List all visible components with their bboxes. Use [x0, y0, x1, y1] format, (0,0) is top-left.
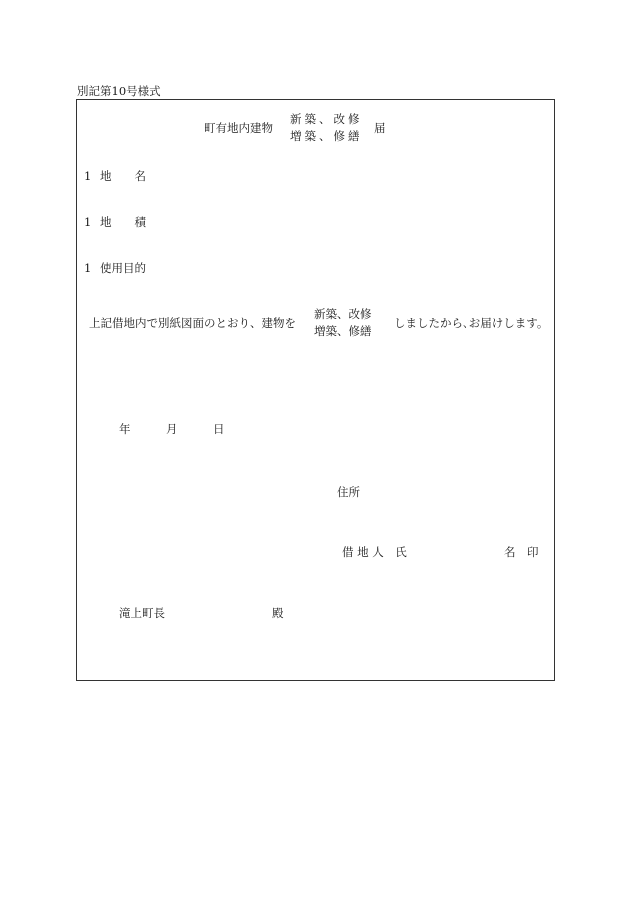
title-option-extend-mend: 増築、修繕 [290, 128, 363, 143]
form-number: 別記第10号様式 [77, 84, 161, 98]
address-label: 住所 [337, 485, 360, 499]
notification-form [76, 99, 555, 681]
title-prefix: 町有地内建物 [204, 121, 273, 135]
item-land-name-label: 地 名 [100, 169, 146, 183]
honorific-label: 殿 [272, 606, 284, 620]
tenant-label: 借 地 人 氏 [342, 545, 407, 559]
title-suffix: 届 [374, 121, 386, 135]
title-option-new-repair: 新築、改修 [290, 112, 363, 126]
item-number: 1 [84, 215, 92, 229]
date-month-label: 月 [166, 422, 178, 436]
item-purpose-label: 使用目的 [100, 261, 146, 275]
date-day-label: 日 [213, 422, 225, 436]
body-options [314, 309, 372, 337]
seal-label: 印 [527, 545, 539, 559]
date-year-label: 年 [119, 422, 131, 436]
recipient-label: 滝上町長 [119, 606, 165, 620]
title-options [290, 114, 363, 142]
body-suffix: しましたから､お届けします。 [394, 316, 549, 330]
item-number: 1 [84, 261, 92, 275]
body-option-new-repair: 新築、改修 [314, 307, 372, 321]
body-option-extend-mend: 増築、修繕 [314, 323, 372, 338]
name-label: 名 [504, 545, 516, 559]
item-number: 1 [84, 169, 92, 183]
item-land-area-label: 地 積 [100, 215, 146, 229]
body-prefix: 上記借地内で別紙図面のとおり、建物を [89, 316, 296, 330]
